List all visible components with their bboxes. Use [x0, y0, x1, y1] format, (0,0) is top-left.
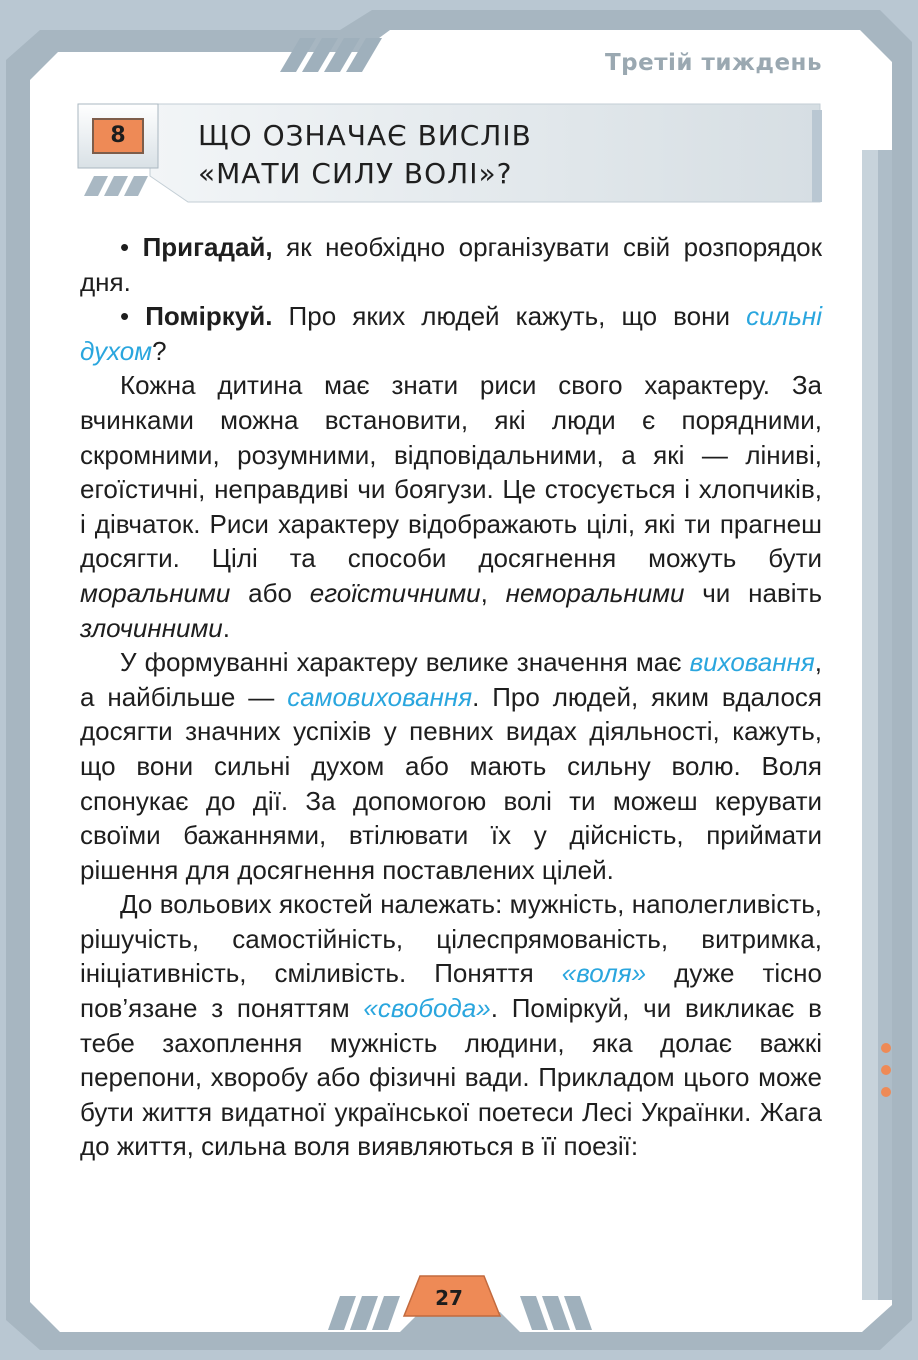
- lesson-title-line-1: ЩО ОЗНАЧАЄ ВИСЛІВ: [198, 119, 532, 152]
- text-span: До вольових якостей належать: мужність, наполегливість, рішучість, самостійність, цілеспрямованість, витримка, ініціативність, сміливість. Поняття: [80, 889, 822, 989]
- italic-term: моральними: [80, 577, 231, 608]
- recall-text: як необхідно організувати свій розпорядок дня.: [80, 232, 822, 297]
- term-will: «воля»: [561, 958, 647, 989]
- italic-term: злочинними: [80, 612, 223, 643]
- term-self-upbringing: самовиховання: [287, 681, 473, 712]
- week-label: Третій тиждень: [604, 50, 822, 76]
- paragraph-recall: [80, 230, 822, 299]
- text-span: .: [222, 612, 230, 643]
- term-strong-spirit: сильні духом: [80, 301, 822, 366]
- page-number: 27: [435, 1286, 463, 1310]
- term-upbringing: виховання: [689, 647, 815, 678]
- think-text: Про яких людей кажуть, що вони: [272, 301, 747, 332]
- text-span: . Про людей, яким вдалося досягти значних успіхів у певних видах діяльності, кажуть, що вони сильні духом або мають сильну волю. Воля спонукає до дії. За допомогою волі ти можеш керувати своїми бажаннями, втілювати їх у дійсність, приймати рішення для досягнення поставлених цілей.: [80, 681, 822, 885]
- text-span: . Поміркуй, чи викликає в тебе захоплення мужність людини, яка долає важкі перепони, хворобу або фізичні вади. Прикладом цього може бути життя видатної української поетеси Лесі Українки. Жага до життя, сильна воля виявляються в її поезії:: [80, 993, 822, 1162]
- paragraph-upbringing: [80, 645, 822, 887]
- paragraph-think: [80, 299, 822, 368]
- term-freedom: «свобода»: [363, 993, 491, 1024]
- recall-label: Пригадай,: [142, 232, 273, 262]
- think-label: Поміркуй.: [145, 301, 273, 332]
- italic-term: егоїстичними: [309, 577, 481, 608]
- text-span: , а найбільше —: [80, 647, 822, 712]
- text-span: ,: [480, 577, 506, 608]
- text-span: Кожна дитина має знати риси свого характеру. За вчинками можна встановити, які люди є порядними, скромними, розумними, відповідальними, а які — ліниві, егоїстичні, неправдиві чи боягузи. Це стосується і хлопчиків, і дівчаток. Риси характеру відображають цілі, які ти прагнеш досягти. Цілі та способи досягнення можуть бути: [80, 370, 822, 574]
- bullet-icon: •: [120, 301, 130, 332]
- text-span: чи навіть: [684, 577, 822, 608]
- text-span: дуже тісно пов’язане з поняттям: [80, 958, 822, 1024]
- bullet-icon: •: [120, 232, 130, 262]
- text-span: або: [230, 577, 310, 608]
- lesson-number-badge: 8: [92, 118, 144, 154]
- paragraph-character: [80, 368, 822, 645]
- lesson-title-line-2: «МАТИ СИЛУ ВОЛІ»?: [198, 157, 513, 190]
- lesson-title: [198, 117, 532, 193]
- italic-term: неморальними: [505, 577, 685, 608]
- paragraph-will-qualities: [80, 887, 822, 1164]
- lesson-text: [80, 230, 822, 1164]
- text-span: У формуванні характеру велике значення має: [120, 647, 690, 678]
- think-end: ?: [152, 335, 167, 366]
